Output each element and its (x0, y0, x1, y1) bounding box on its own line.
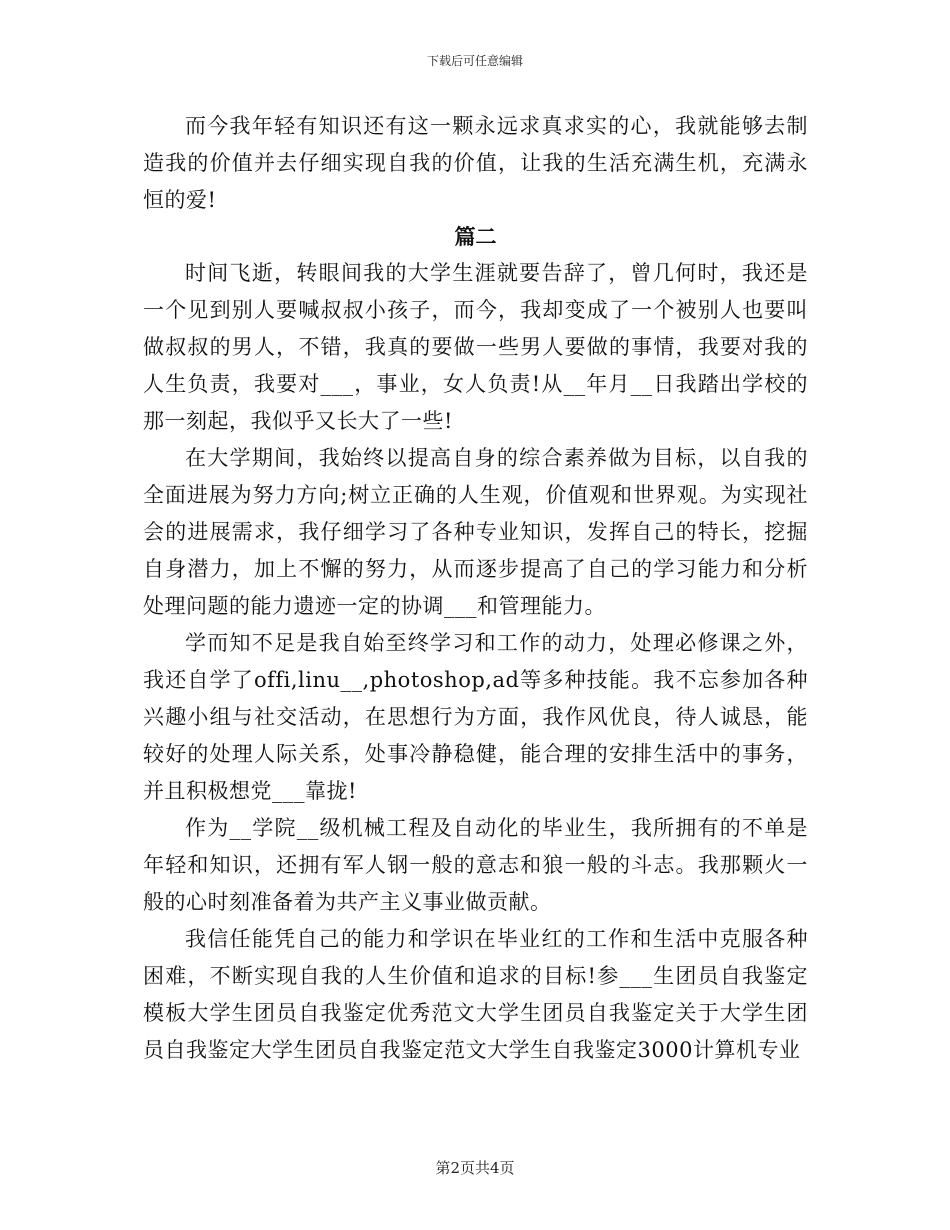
paragraph: 学而知不足是我自始至终学习和工作的动力，处理必修课之外，我还自学了offi,linu__,photoshop,ad等多种技能。我不忘参加各种兴趣小组与社交活动，在思想行为方面，我作风优良，待人诚恳，能较好的处理人际关系，处事冷静稳健，能合理的安排生活中的事务，并且积极想党___靠拢! (143, 631, 808, 803)
paragraph: 时间飞逝，转眼间我的大学生涯就要告辞了，曾几何时，我还是一个见到别人要喊叔叔小孩子，而今，我却变成了一个被别人也要叫做叔叔的男人，不错，我真的要做一些男人要做的事情，我要对我的人生负责，我要对___，事业，女人负责!从__年月__日我踏出学校的那一刻起，我似乎又长大了一些! (143, 261, 808, 433)
document-body (143, 108, 808, 1069)
paragraph: 作为__学院__级机械工程及自动化的毕业生，我所拥有的不单是年轻和知识，还拥有军人钢一般的意志和狼一般的斗志。我那颗火一般的心时刻准备着为共产主义事业做贡献。 (143, 816, 808, 914)
paragraph: 在大学期间，我始终以提高自身的综合素养做为目标，以自我的全面进展为努力方向;树立正确的人生观，价值观和世界观。为实现社会的进展需求，我仔细学习了各种专业知识，发挥自己的特长，挖掘自身潜力，加上不懈的努力，从而逐步提高了自己的学习能力和分析处理问题的能力遗迹一定的协调___和管理能力。 (143, 446, 808, 618)
paragraph: 我信任能凭自己的能力和学识在毕业红的工作和生活中克服各种困难，不断实现自我的人生价值和追求的目标!参___生团员自我鉴定模板大学生团员自我鉴定优秀范文大学生团员自我鉴定关于大学生团员自我鉴定大学生团员自我鉴定范文大学生自我鉴定3000计算机专业 (143, 927, 808, 1062)
page-header: 下载后可任意编辑 (426, 54, 523, 68)
paragraph: 而今我年轻有知识还有这一颗永远求真求实的心，我就能够去制造我的价值并去仔细实现自我的价值，让我的生活充满生机，充满永恒的爱! (143, 114, 808, 212)
page-footer: 第2页共4页 (435, 1159, 515, 1177)
section-title: 篇二 (454, 225, 497, 249)
